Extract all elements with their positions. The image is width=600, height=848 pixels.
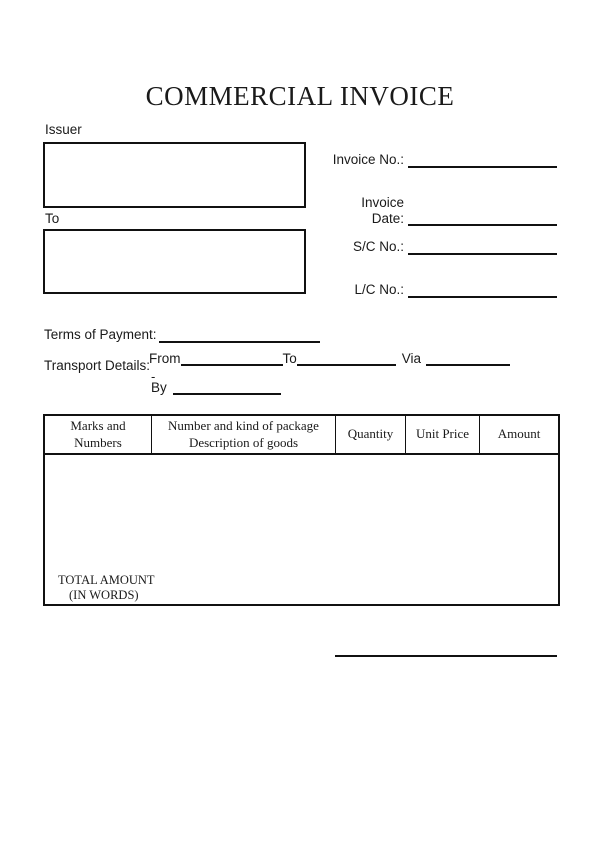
issuer-label: Issuer [45, 122, 82, 137]
column-header-package-description: Number and kind of package Description of goods [152, 416, 336, 453]
invoice-date-field[interactable] [408, 209, 557, 226]
transport-by-row [151, 380, 281, 395]
column-header-marks-and-numbers: Marks and Numbers [45, 416, 152, 453]
lc-no-label: L/C No.: [354, 282, 404, 298]
total-amount-label: TOTAL AMOUNT (IN WORDS) [58, 573, 155, 602]
transport-from-label: From [149, 351, 181, 366]
issuer-input-box[interactable] [43, 142, 306, 208]
lc-no-field[interactable] [408, 281, 557, 298]
invoice-no-label: Invoice No.: [332, 152, 404, 168]
transport-by-label: By [151, 380, 167, 395]
terms-of-payment-label: Terms of Payment: [44, 327, 157, 342]
transport-via-label: Via [401, 351, 422, 366]
terms-of-payment-field[interactable] [159, 328, 320, 343]
column-header-unit-price: Unit Price [406, 416, 480, 453]
invoice-no-field[interactable] [408, 151, 557, 168]
invoice-no-row [331, 151, 557, 168]
transport-details-label: Transport Details: [44, 358, 151, 373]
goods-table-header [45, 416, 558, 455]
terms-of-payment-row [44, 327, 320, 343]
consignee-input-box[interactable] [43, 229, 306, 294]
invoice-date-label: Invoice Date: [361, 195, 404, 226]
sc-no-label: S/C No.: [352, 239, 404, 255]
sc-no-row [331, 238, 557, 255]
transport-route-row [149, 351, 510, 366]
goods-entry-area[interactable] [45, 455, 558, 604]
transport-to-label: To [282, 351, 297, 366]
goods-table [43, 414, 560, 606]
lc-no-row [331, 281, 557, 298]
column-header-quantity: Quantity [336, 416, 406, 453]
transport-via-field[interactable] [426, 351, 510, 366]
transport-to-field[interactable] [297, 351, 396, 366]
signature-line[interactable] [335, 655, 557, 657]
column-header-amount: Amount [497, 426, 541, 442]
transport-by-field[interactable] [173, 380, 281, 395]
transport-from-field[interactable] [181, 351, 283, 366]
invoice-date-row [331, 195, 557, 226]
page-title: COMMERCIAL INVOICE [145, 81, 455, 111]
transport-dash: - [151, 369, 156, 384]
consignee-label: To [45, 211, 60, 226]
sc-no-field[interactable] [408, 238, 557, 255]
